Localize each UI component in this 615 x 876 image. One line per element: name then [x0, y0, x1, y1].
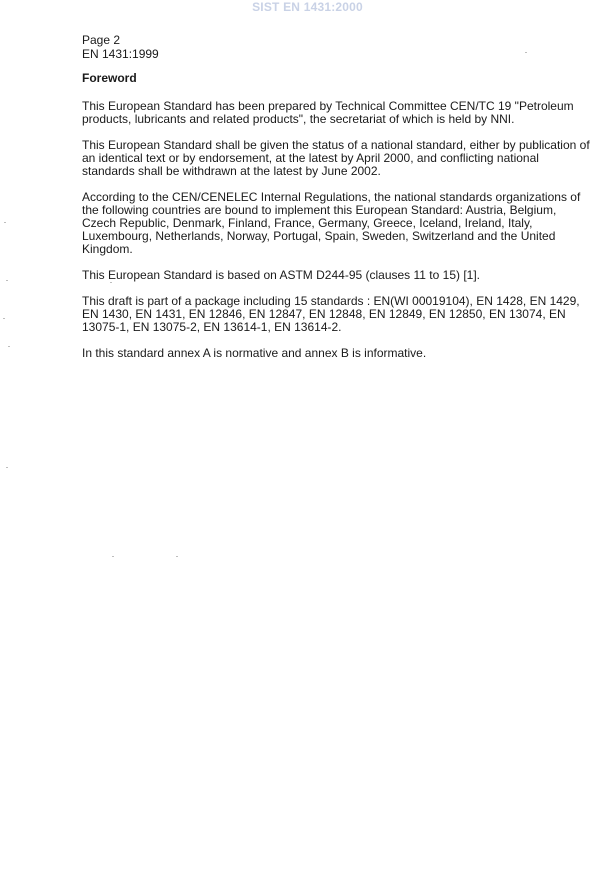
scan-speck	[4, 222, 6, 223]
page-number: Page 2	[82, 33, 121, 47]
section-heading: Foreword	[82, 71, 137, 85]
watermark: SIST EN 1431:2000	[252, 0, 363, 14]
scan-speck	[110, 282, 112, 283]
scan-speck	[525, 52, 527, 53]
paragraph-implementing-countries: According to the CEN/CENELEC Internal Regulations, the national standards organizations of the following countries are bound to implement this European Standard: Austria, Belgium, Czech Republic, Denmark, Finland, France, Germany, Greece, Iceland, Ireland, Italy, Luxembourg, Netherlands, Norway, Portugal, Spain, Sweden, Switzerland and the United Kingdom.	[82, 190, 581, 256]
paragraph-national-status: This European Standard shall be given the status of a national standard, either by publication of an identical text or by endorsement, at the latest by April 2000, and conflicting national standards shall be withdrawn at the latest by June 2002.	[82, 138, 590, 178]
paragraph-annexes: In this standard annex A is normative and annex B is informative.	[82, 346, 427, 360]
page-header	[82, 34, 159, 61]
paragraph-package: This draft is part of a package including 15 standards : EN(WI 00019104), EN 1428, EN 1429, EN 1430, EN 1431, EN 12846, EN 12847, EN 12848, EN 12849, EN 12850, EN 13074, EN 13075-1, EN 13075-2, EN 13614-1, EN 13614-2.	[82, 294, 580, 334]
paragraph-technical-committee: This European Standard has been prepared by Technical Committee CEN/TC 19 "Petroleum products, lubricants and related products", the secretariat of which is held by NNI.	[82, 99, 574, 126]
paragraph-astm-basis: This European Standard is based on ASTM D244-95 (clauses 11 to 15) [1].	[82, 268, 481, 282]
scan-speck	[6, 280, 8, 281]
document-id: EN 1431:1999	[82, 46, 159, 61]
foreword-body	[82, 100, 592, 373]
scan-speck	[176, 556, 178, 557]
scan-speck	[8, 346, 10, 347]
scan-speck	[3, 318, 5, 319]
scan-speck	[6, 467, 8, 468]
scan-speck	[112, 556, 114, 557]
